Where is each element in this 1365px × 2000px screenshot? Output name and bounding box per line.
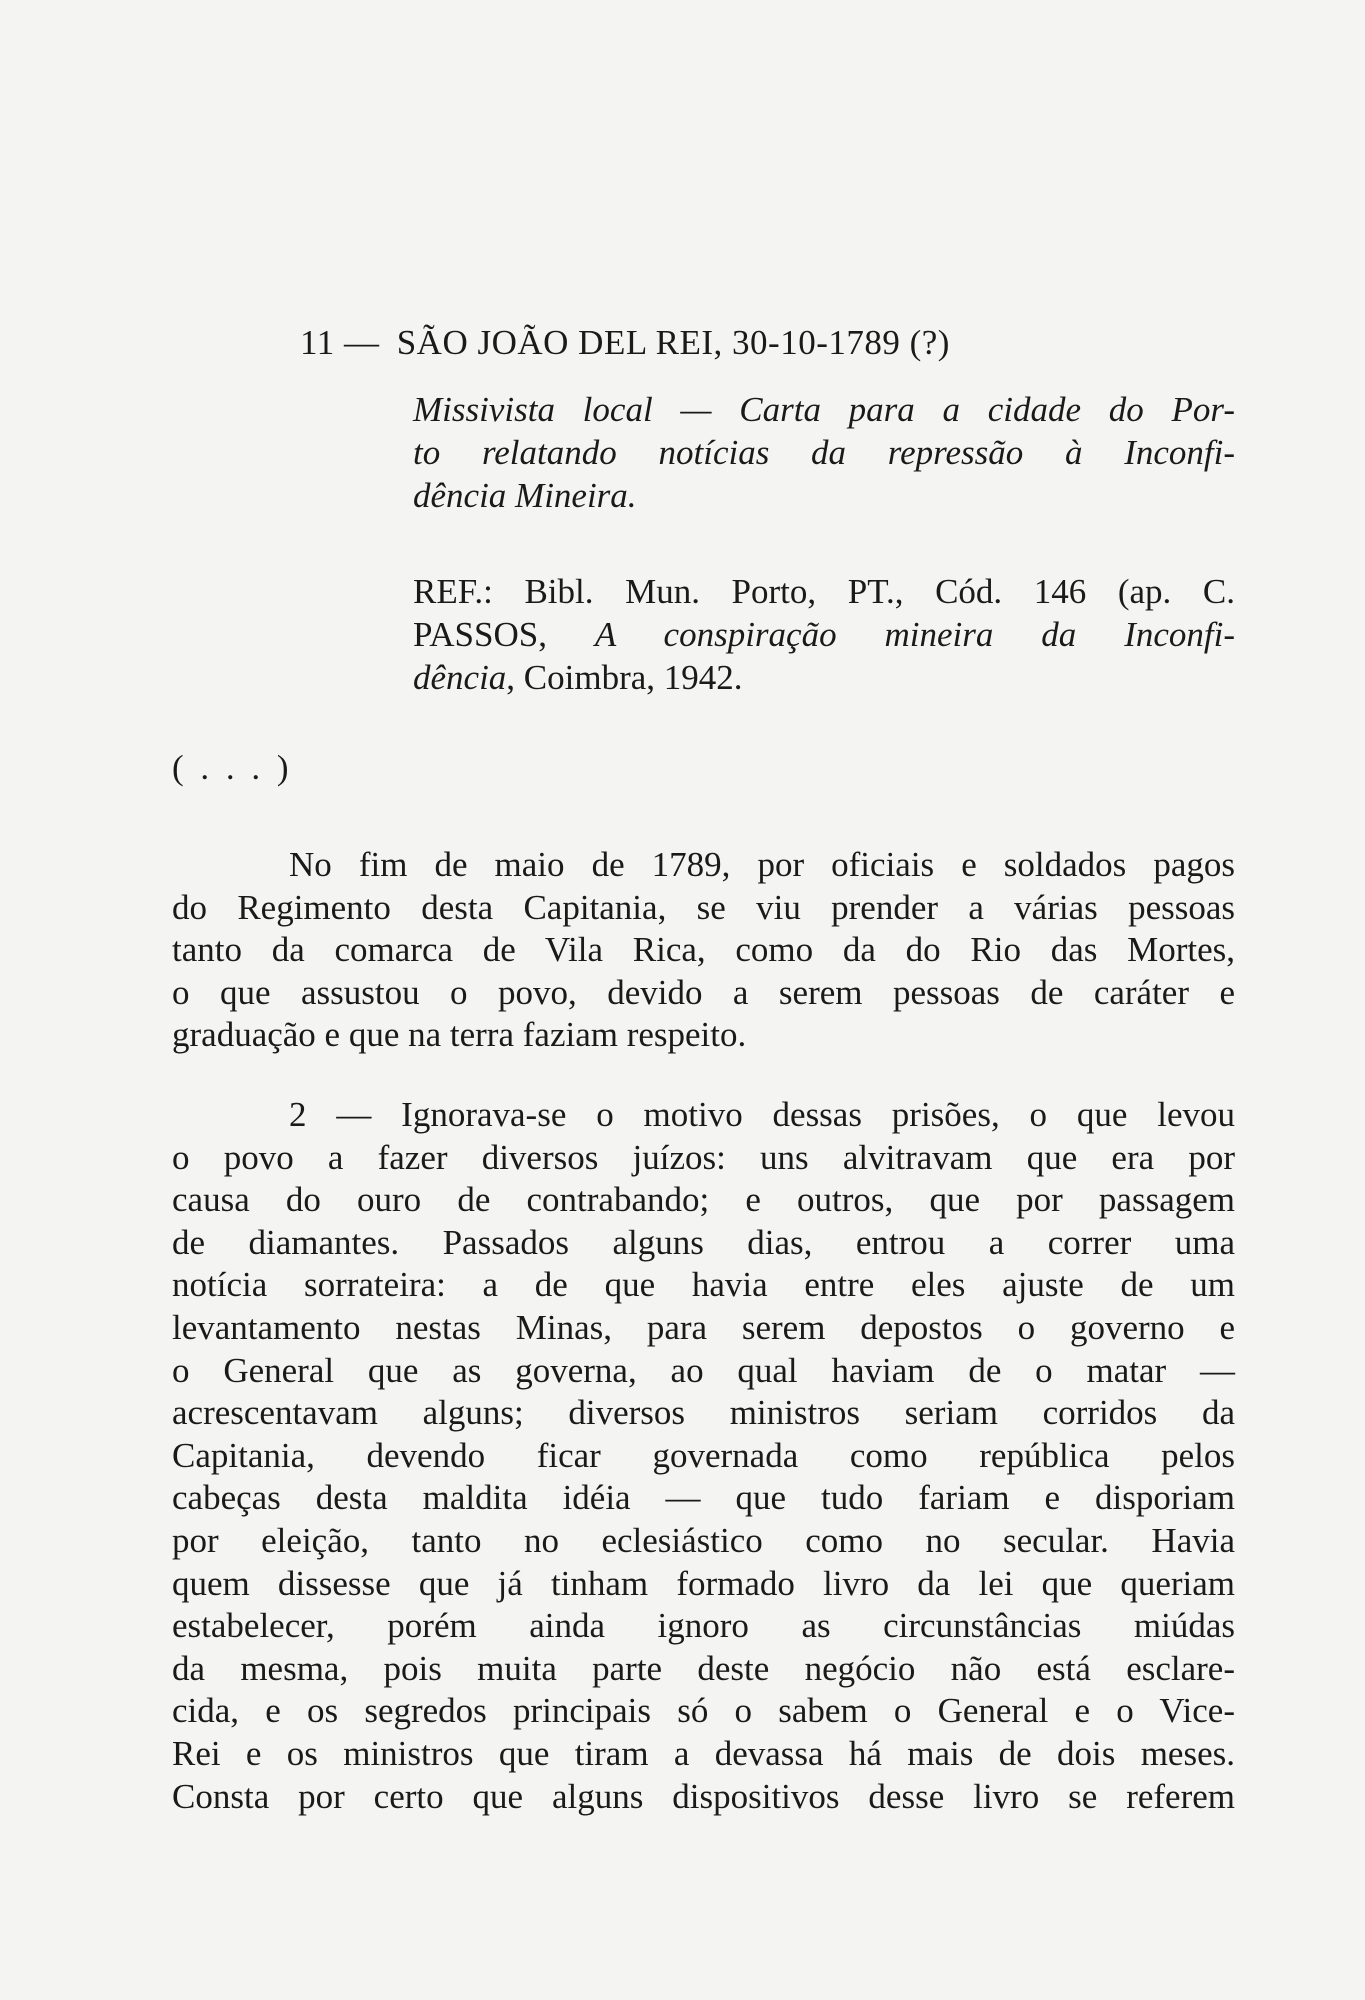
entry-reference [413,570,1235,699]
paragraph-line: do Regimento desta Capitania, se viu prender a várias pessoas [172,887,1235,927]
description-line: Missivista local — Carta para a cidade do Por- [413,390,1235,429]
paragraph-line: Capitania, devendo ficar governada como república pelos [172,1435,1235,1475]
paragraph-line: Rei e os ministros que tiram a devassa há mais de dois meses. [172,1733,1235,1773]
paragraph-line: acrescentavam alguns; diversos ministros seriam corridos da [172,1393,1235,1433]
paragraph-line: quem dissesse que já tinham formado livro da lei que queriam [172,1563,1235,1603]
paragraph-line: o General que as governa, ao qual haviam de o matar — [172,1350,1235,1390]
paragraph-line: Consta por certo que alguns dispositivos desse livro se referem [172,1776,1235,1816]
omission-mark: ( . . . ) [172,748,293,787]
entry-title: SÃO JOÃO DEL REI, 30-10-1789 (?) [396,323,950,362]
paragraph-1 [172,844,1235,1057]
reference-line [413,656,1235,699]
paragraph-line: causa do ouro de contrabando; e outros, que por passagem [172,1180,1235,1220]
reference-book-title-end: dência [413,658,507,697]
paragraph-line: o povo a fazer diversos juízos: uns alvitravam que era por [172,1137,1235,1177]
paragraph-2 [172,1094,1235,1818]
description-line: to relatando notícias da repressão à Inconfi- [413,433,1235,472]
paragraph-line: graduação e que na terra faziam respeito. [172,1015,747,1055]
paragraph-line: da mesma, pois muita parte deste negócio não está esclare- [172,1648,1235,1688]
reference-author: PASSOS, [413,615,595,654]
reference-line [413,613,1235,656]
paragraph-line: cida, e os segredos principais só o sabem o General e o Vice- [172,1691,1235,1731]
entry-heading [300,323,950,363]
entry-number: 11 — [300,323,380,362]
paragraph-line: notícia sorrateira: a de que havia entre eles ajuste de um [172,1265,1235,1305]
description-line: dência Mineira. [413,476,637,515]
reference-line: REF.: Bibl. Mun. Porto, PT., Cód. 146 (ap. C. [413,572,1235,611]
reference-place-year: , Coimbra, 1942. [506,658,743,697]
paragraph-line: o que assustou o povo, devido a serem pessoas de caráter e [172,972,1235,1012]
reference-book-title: A conspiração mineira da Inconfi- [594,615,1235,654]
entry-description [413,388,1235,517]
paragraph-line: No fim de maio de 1789, por oficiais e soldados pagos [289,845,1235,884]
paragraph-line: de diamantes. Passados alguns dias, entrou a correr uma [172,1222,1235,1262]
paragraph-line: por eleição, tanto no eclesiástico como no secular. Havia [172,1520,1235,1560]
paragraph-line: tanto da comarca de Vila Rica, como da do Rio das Mortes, [172,930,1235,970]
paragraph-line: 2 — Ignorava-se o motivo dessas prisões, o que levou [289,1095,1235,1134]
paragraph-line: levantamento nestas Minas, para serem depostos o governo e [172,1307,1235,1347]
paragraph-line: estabelecer, porém ainda ignoro as circunstâncias miúdas [172,1606,1235,1646]
paragraph-line: cabeças desta maldita idéia — que tudo fariam e disporiam [172,1478,1235,1518]
